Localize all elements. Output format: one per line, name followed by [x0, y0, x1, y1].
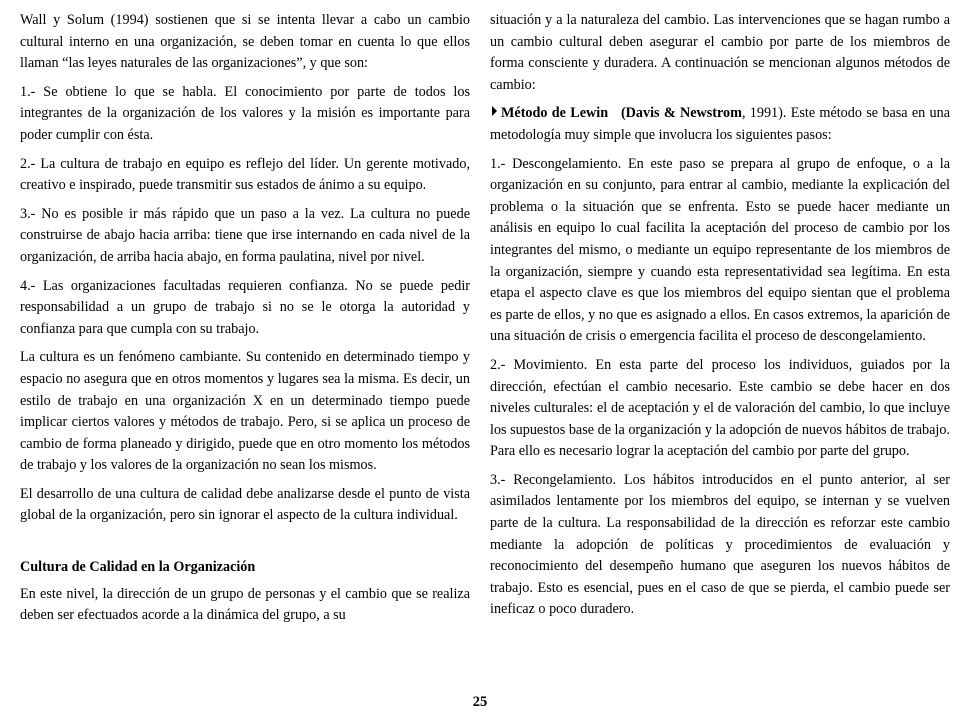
section-heading: Cultura de Calidad en la Organización	[20, 559, 256, 576]
step-2: 2.- Movimiento. En esta parte del proceso los individuos, guiados por la dirección, efectúan el cambio necesario. Este cambio se debe hacer en dos niveles culturales: el de aceptación y el de valoración del cambio, lo que incluye los supuestos base de la organización y la adopción de nuevos hábitos de trabajo. Para ello es necesario lograr la aceptación del cambio por parte del grupo.	[490, 356, 950, 460]
paragraph-quality-culture: El desarrollo de una cultura de calidad debe analizarse desde el punto de vista global de la organización, pero sin ignorar el aspecto de la cultura individual.	[20, 485, 470, 524]
step-3: 3.- Recongelamiento. Los hábitos introducidos en el punto anterior, al ser asimilados lentamente por los miembros del equipo, se internan y se vuelven parte de la cultura. La responsabilidad de la dirección es reforzar este cambio mediante la adopción de políticas y procedimientos de evaluación y reconocimiento del desempeño humano que aseguren los nuevos hábitos de trabajo. Esto es esencial, pues en el caso de que se pierda, el cambio puede ser ineficaz o poco duradero.	[490, 471, 950, 618]
method-description: Este método se basa en una metodología muy simple que involucra los siguientes pasos:	[490, 105, 950, 143]
paragraph-law-4: 4.- Las organizaciones facultadas requieren confianza. No se puede pedir responsabilidad a un grupo de trabajo si no se le otorga la autoridad y confianza para que cumpla con su trabajo.	[20, 277, 470, 337]
method-citation-authors: Davis & Newstrom	[625, 105, 742, 122]
method-title: Método de Lewin	[501, 105, 609, 122]
left-column	[20, 10, 470, 634]
page-number: 25	[472, 694, 488, 710]
paragraph-law-2: 2.- La cultura de trabajo en equipo es reflejo del líder. Un gerente motivado, creativo e inspirado, puede transmitir sus estados de ánimo a su equipo.	[20, 155, 470, 194]
paragraph-section: En este nivel, la dirección de un grupo de personas y el cambio que se realiza deben ser efectuados acorde a la dinámica del grupo, a su	[20, 585, 470, 624]
method-paragraph	[490, 103, 950, 146]
paragraph-continuation: situación y a la naturaleza del cambio. Las intervenciones que se hagan rumbo a un cambio cultural deben asegurar el cambio por parte de los miembros de forma consciente y duradera. A continuación se mencionan algunos métodos de cambio:	[490, 12, 950, 93]
method-citation-year: , 1991).	[741, 105, 787, 122]
paragraph-culture-change: La cultura es un fenómeno cambiante. Su contenido en determinado tiempo y espacio no asegura que en otros momentos y lugares sea la misma. Es decir, un estilo de trabajo en una organización X en un determinado tiempo puede implicar ciertos valores y métodos de trabajo. Pero, si se aplica un proceso de cambio de forma planeado y dirigido, puede que en otro momento los métodos de trabajo y los valores de la organización no sean los mismos.	[20, 349, 470, 474]
method-citation-open: (	[620, 105, 626, 122]
paragraph-intro: Wall y Solum (1994) sostienen que si se intenta llevar a cabo un cambio cultural interno en una organización, se deben tomar en cuenta lo que ellos llaman “las leyes naturales de las organizaciones”, y que son:	[20, 12, 470, 72]
triangle-bullet-icon	[492, 106, 497, 116]
right-column	[490, 10, 950, 628]
paragraph-law-1: 1.- Se obtiene lo que se habla. El conocimiento por parte de todos los integrantes de la organización de los valores y la misión es importante para poder cumplir con ésta.	[20, 83, 470, 143]
step-1: 1.- Descongelamiento. En este paso se prepara al grupo de enfoque, o a la organización en su conjunto, para entrar al cambio, mediante la explicación del problema o la situación que se enfrenta. Esto se puede hacer mediante un análisis en equipo lo cual facilita la aceptación del proceso de cambio por los integrantes del mismo, o mediante un equipo representante de los miembros de la organización, siempre y cuando esta representatividad sea legítima. En esta etapa el aspecto clave es que los miembros del equipo sientan que el problema es parte de ellos, y no que es asignado a ellos. En casos extremos, la aparición de una situación de crisis o emergencia facilita el proceso de descongelamiento.	[490, 155, 950, 345]
paragraph-law-3: 3.- No es posible ir más rápido que un paso a la vez. La cultura no puede construirse de abajo hacia arriba: tiene que irse internando en cada nivel de la organización, de arriba hacia abajo, en forma paulatina, nivel por nivel.	[20, 205, 470, 265]
